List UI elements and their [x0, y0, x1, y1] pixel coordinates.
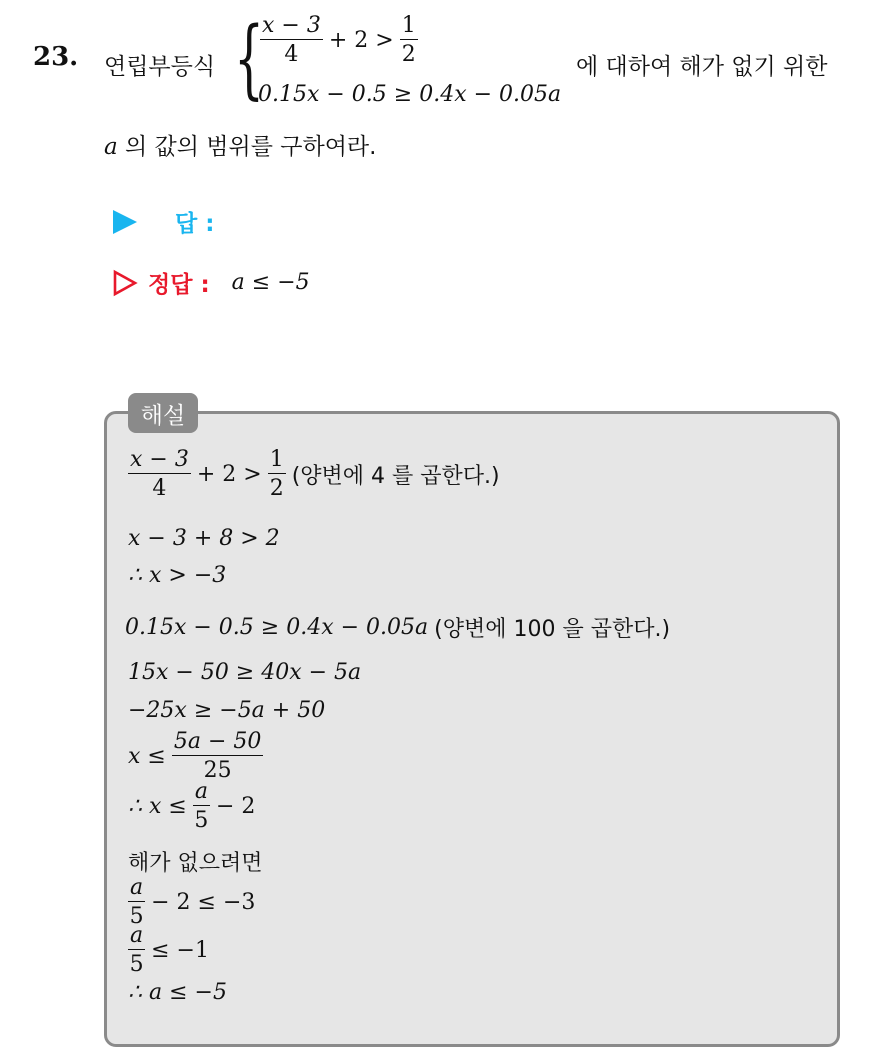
solution-line-7 — [128, 730, 263, 782]
operator-text: + 2 > — [196, 461, 262, 487]
outline-triangle-icon — [112, 269, 138, 297]
fraction-denominator: 25 — [203, 758, 232, 784]
fraction — [193, 780, 210, 832]
solution-expression: 0.15x − 0.5 ≥ 0.4x − 0.05a — [125, 615, 429, 640]
question-tail: 에 대하여 해가 없기 위한 — [576, 54, 828, 80]
solution-line-5: 15x − 50 ≥ 40x − 5a — [128, 660, 362, 685]
fraction — [260, 14, 323, 66]
solution-expression: − 2 ≤ −3 — [151, 889, 256, 915]
correct-answer-label: 정답 : — [148, 272, 210, 298]
correct-answer-row — [112, 266, 310, 299]
operator-text: + 2 > — [328, 27, 394, 53]
correct-answer-value: a ≤ −5 — [231, 270, 310, 295]
solution-expression: ≤ −1 — [151, 937, 209, 963]
solution-line-12: ∴ a ≤ −5 — [128, 980, 227, 1005]
filled-triangle-icon — [113, 210, 137, 234]
fraction-numerator: a — [194, 779, 208, 804]
solution-line-3: ∴ x > −3 — [128, 563, 227, 588]
fraction-denominator: 4 — [152, 476, 167, 502]
solution-expression: ∴ x ≤ — [128, 793, 187, 819]
fraction-numerator: x − 3 — [262, 13, 321, 38]
solution-line-6: −25x ≥ −5a + 50 — [128, 698, 326, 723]
fraction-denominator: 5 — [129, 904, 144, 930]
fraction-denominator: 2 — [269, 476, 284, 502]
fraction-denominator: 5 — [194, 808, 209, 834]
fraction-numerator: 5a − 50 — [173, 729, 262, 754]
question-line-2-text: 의 값의 범위를 구하여라. — [125, 134, 377, 160]
solution-note: (양변에 4 를 곱한다.) — [291, 463, 500, 489]
solution-tab: 해설 — [128, 393, 198, 433]
fraction-numerator: 1 — [401, 13, 416, 38]
question-line-2 — [104, 128, 376, 161]
fraction — [128, 876, 145, 928]
fraction-denominator: 4 — [284, 42, 299, 68]
solution-line-8 — [128, 780, 255, 832]
fraction-numerator: 1 — [269, 447, 284, 472]
system-brace: { — [234, 9, 265, 109]
question-label: 연립부등식 — [104, 54, 216, 80]
answer-row — [113, 205, 214, 238]
question-number: 23. — [33, 42, 79, 72]
solution-line-9: 해가 없으려면 — [128, 851, 263, 876]
fraction — [268, 448, 286, 500]
solution-expression: − 2 — [215, 793, 256, 819]
fraction — [400, 14, 418, 66]
variable-a: a — [104, 134, 118, 160]
system-inequality-1 — [260, 14, 418, 66]
fraction-numerator: a — [130, 923, 144, 948]
solution-line-11 — [128, 924, 209, 976]
solution-line-1 — [128, 448, 500, 500]
fraction-numerator: a — [130, 875, 144, 900]
fraction — [128, 924, 145, 976]
solution-line-10 — [128, 876, 255, 928]
system-inequality-2: 0.15x − 0.5 ≥ 0.4x − 0.05a — [258, 82, 562, 107]
fraction-denominator: 5 — [129, 952, 144, 978]
fraction — [172, 730, 264, 782]
solution-note: (양변에 100 을 곱한다.) — [434, 617, 671, 642]
solution-line-4 — [125, 612, 670, 643]
fraction — [128, 448, 191, 500]
solution-line-2: x − 3 + 8 > 2 — [128, 526, 280, 551]
answer-label: 답 : — [175, 211, 215, 237]
solution-expression: x ≤ — [128, 743, 166, 769]
fraction-denominator: 2 — [401, 42, 416, 68]
fraction-numerator: x − 3 — [130, 447, 189, 472]
